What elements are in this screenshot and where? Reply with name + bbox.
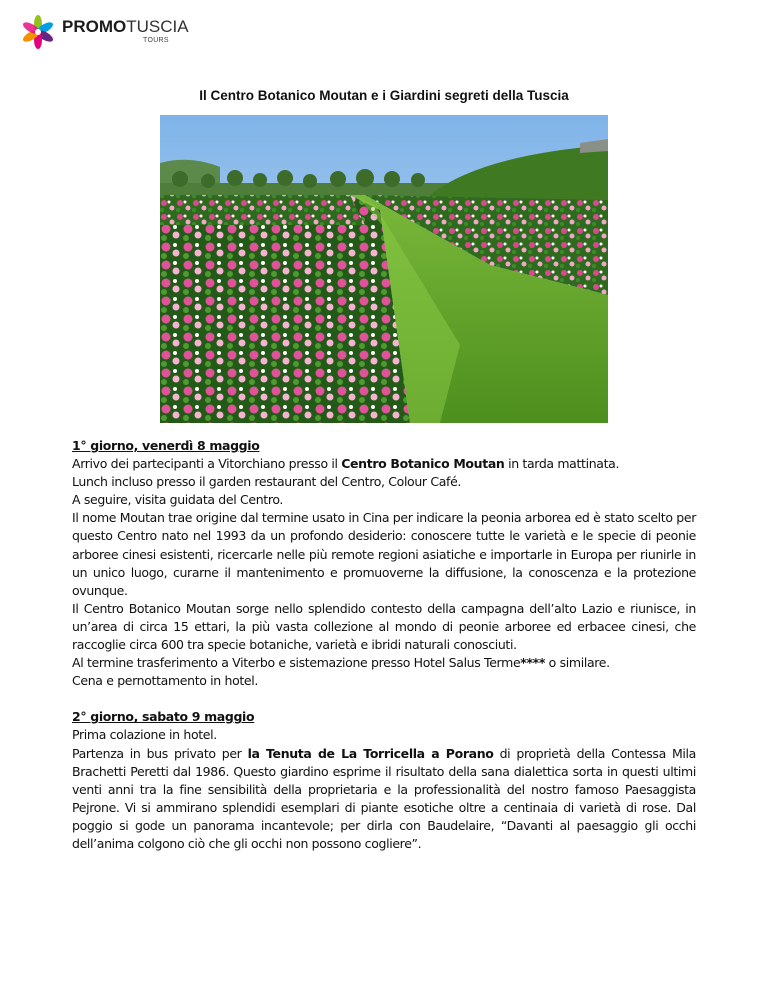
day1-lunch: Lunch incluso presso il garden restaurant del Centro, Colour Café.	[72, 474, 462, 490]
itinerary-text	[72, 437, 696, 853]
day1-paragraph-1: Il nome Moutan trae origine dal termine usato in Cina per indicare la peonia arborea ed è stato scelto per questo Centro nato nel 1993 da un profondo desiderio: conoscere tutte le varietà e le specie di peonie arboree cinesi esistenti, ricercarle nelle più remote regioni asiatiche e importarle in Europa per riunirle in un unico luogo, curarne il mantenimento e promuoverne la diffusione, la conoscenza e la protezione ovunque.	[72, 510, 696, 598]
brand-logo	[20, 14, 189, 50]
day2-heading: 2° giorno, sabato 9 maggio	[72, 709, 255, 725]
day1-dinner: Cena e pernottamento in hotel.	[72, 673, 259, 689]
day2-breakfast: Prima colazione in hotel.	[72, 727, 217, 743]
flower-logo-icon	[20, 14, 58, 50]
peony-garden-photo	[160, 115, 608, 423]
day2-paragraph: Partenza in bus privato per la Tenuta de La Torricella a Porano di proprietà della Contessa Mila Brachetti Peretti dal 1986. Questo giardino esprime il risultato della sana dialettica sorta in questi ultimi venti anni tra la fine sensibilità della proprietaria e la professionalità del nostro famoso Paesaggista Pejrone. Vi si ammirano splendidi esemplari di piante esotiche oltre a centinaia di varietà di rose. Dal poggio si gode un panorama incantevole; per dirla con Baudelaire, “Davanti al paesaggio gli occhi dell’anima colgono ciò che gli occhi non possono cogliere”.	[72, 745, 696, 851]
day1-transfer: Al termine trasferimento a Viterbo e sistemazione presso Hotel Salus Terme**** o similare.	[72, 655, 610, 671]
day1-paragraph-2: Il Centro Botanico Moutan sorge nello splendido contesto della campagna dell’alto Lazio e riunisce, in un’area di circa 15 ettari, la più vasta collezione al mondo di peonie arboree ed erbacee cinesi, che raccoglie circa 600 tra specie botaniche, varietà e ibridi naturali conosciuti.	[72, 600, 696, 653]
day1-arrival: Arrivo dei partecipanti a Vitorchiano presso il Centro Botanico Moutan in tarda mattinata.	[72, 456, 620, 472]
brand-sub: TOURS	[143, 37, 169, 44]
day1-heading: 1° giorno, venerdì 8 maggio	[72, 438, 260, 453]
brand-name: PROMOTUSCIA	[62, 17, 189, 36]
page-title: Il Centro Botanico Moutan e i Giardini segreti della Tuscia	[199, 88, 569, 103]
day1-visit: A seguire, visita guidata del Centro.	[72, 492, 284, 508]
